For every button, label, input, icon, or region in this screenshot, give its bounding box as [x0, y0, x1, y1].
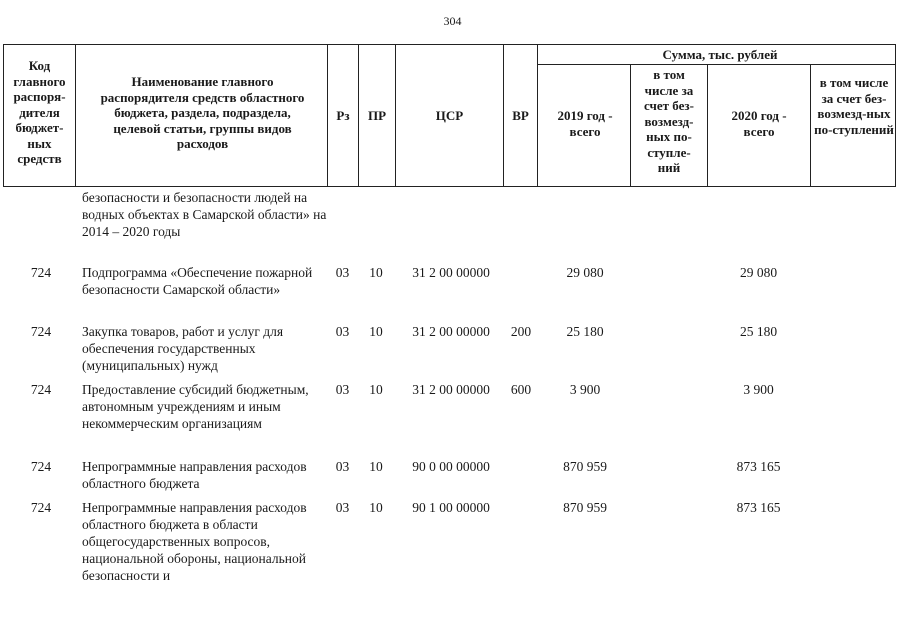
header-2019-total: 2019 год - всего	[557, 108, 613, 139]
row-name: Непрограммные направления расходов областного бюджета	[82, 459, 307, 491]
row-pr: 10	[369, 324, 383, 339]
header-2020-free: в том числе за счет без-возмезд-ных по-ступлений	[814, 75, 894, 137]
row-csr: 90 0 00 00000	[412, 459, 490, 474]
row-sum-2019: 870 959	[563, 500, 607, 515]
row-vr: 200	[510, 324, 532, 339]
row-rz: 03	[335, 265, 350, 280]
row-sum-2019: 870 959	[563, 459, 607, 474]
header-top-border	[3, 44, 896, 45]
header-name: Наименование главного распорядителя средств областного бюджета, раздела, подраздела, целевой статьи, группы видов расходов	[100, 74, 305, 151]
row-pr: 10	[369, 382, 383, 397]
row-rz: 03	[335, 382, 350, 397]
header-rz: Рз	[336, 108, 350, 123]
header-pr: ПР	[367, 108, 387, 123]
row-name: Подпрограмма «Обеспечение пожарной безопасности Самарской области»	[82, 265, 313, 297]
header-code: Код главного распоря-дителя бюджет-ных средств	[13, 58, 66, 166]
header-vr: ВР	[512, 108, 529, 123]
row-rz: 03	[335, 324, 350, 339]
header-csr: ЦСР	[435, 108, 464, 123]
header-sum-group: Сумма, тыс. рублей	[662, 47, 778, 62]
row-name: Предоставление субсидий бюджетным, автономным учреждениям и иным некоммерческим организациям	[82, 382, 309, 431]
header-bottom-border	[3, 186, 896, 187]
row-sum-2020: 873 165	[736, 500, 781, 515]
row-sum-2019: 29 080	[566, 265, 604, 280]
continued-name-text: безопасности и безопасности людей на водных объектах в Самарской области» на 2014 – 2020 годы	[82, 190, 327, 239]
row-csr: 31 2 00 00000	[412, 324, 490, 339]
row-code: 724	[30, 459, 52, 474]
row-csr: 31 2 00 00000	[412, 265, 490, 280]
header-2019-free: в том числе за счет без-возмезд-ных по-ступле-ний	[644, 67, 694, 175]
row-sum-2019: 25 180	[566, 324, 604, 339]
row-rz: 03	[335, 500, 350, 515]
row-sum-2020: 25 180	[739, 324, 778, 339]
sum-group-divider	[537, 64, 896, 65]
row-code: 724	[30, 382, 52, 397]
row-sum-2020: 873 165	[736, 459, 781, 474]
row-vr: 600	[510, 382, 532, 397]
row-code: 724	[30, 265, 52, 280]
row-csr: 90 1 00 00000	[412, 500, 490, 515]
row-name: Непрограммные направления расходов областного бюджета в области общегосударственных вопросов, национальной обороны, национальной безопасности и	[82, 500, 307, 583]
row-sum-2020: 3 900	[743, 382, 774, 397]
row-pr: 10	[369, 500, 383, 515]
row-pr: 10	[369, 459, 383, 474]
row-code: 724	[30, 500, 52, 515]
row-sum-2020: 29 080	[739, 265, 778, 280]
header-2020-total: 2020 год - всего	[731, 108, 787, 139]
row-sum-2019: 3 900	[569, 382, 601, 397]
row-csr: 31 2 00 00000	[412, 382, 490, 397]
row-name: Закупка товаров, работ и услуг для обеспечения государственных (муниципальных) нужд	[82, 324, 284, 373]
row-rz: 03	[335, 459, 350, 474]
row-code: 724	[30, 324, 52, 339]
row-pr: 10	[369, 265, 383, 280]
page-number: 304	[443, 14, 462, 28]
